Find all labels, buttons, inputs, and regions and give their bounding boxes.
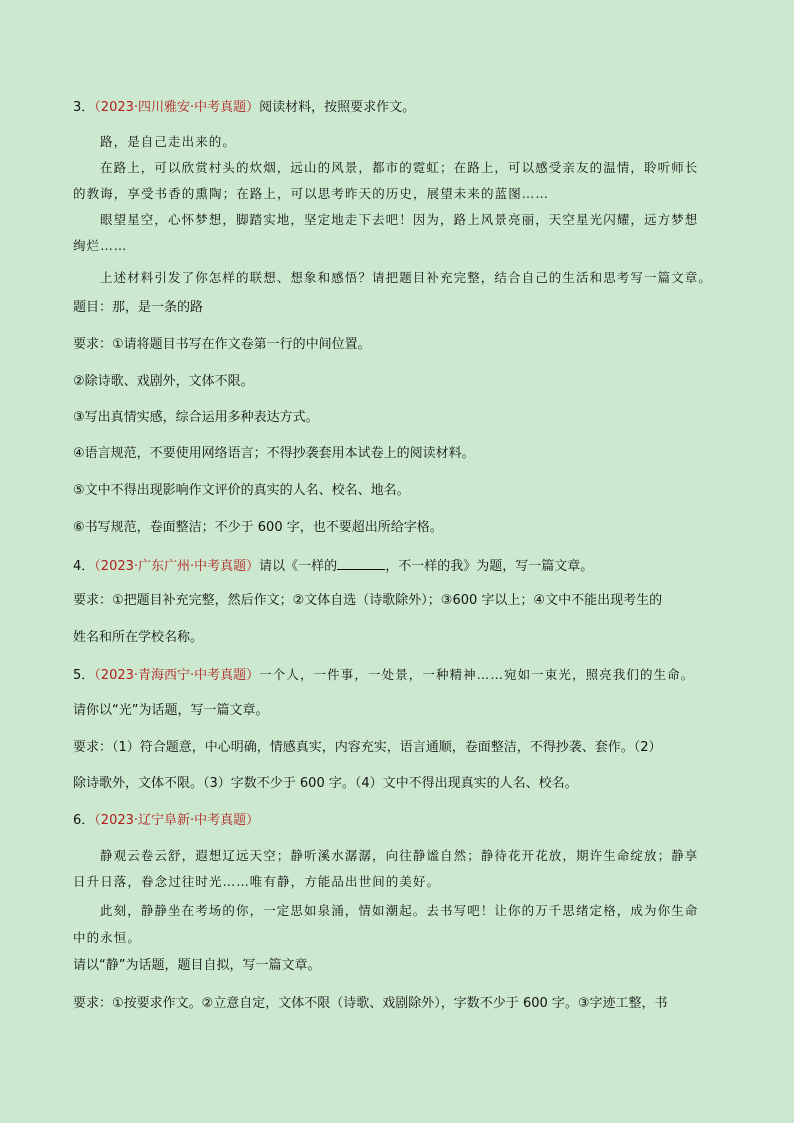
paren-close: ） bbox=[246, 668, 260, 683]
topic-line: 请以“静”为话题，题目自拟，写一篇文章。 bbox=[73, 958, 321, 973]
material-paragraph-cont: 绚烂…… bbox=[73, 238, 128, 253]
material-paragraph: 静观云卷云舒，遐想辽远天空；静听溪水潺潺，向往静谧自然；静待花开花放，期许生命绽放；静享 bbox=[100, 848, 699, 863]
material-paragraph-cont: 的教诲，享受书香的熏陶；在路上，可以思考昨天的历史，展望未来的蓝图…… bbox=[73, 186, 550, 201]
question-number: 5． bbox=[73, 668, 95, 683]
paren-open: （ bbox=[94, 559, 101, 574]
source-tag: 2023·青海西宁·中考真题 bbox=[100, 668, 247, 683]
paren-close: ） bbox=[246, 100, 260, 115]
material-paragraph: 眼望星空，心怀梦想，脚踏实地，坚定地走下去吧！因为，路上风景亮丽，天空星光闪耀，远方梦想 bbox=[100, 212, 699, 227]
paren-open: （ bbox=[94, 668, 101, 683]
question-text: 请以《一样的 bbox=[259, 559, 338, 574]
requirement-line: 要求：①把题目补充完整，然后作文；②文体自选（诗歌除外）；③600 字以上；④文中不能出现考生的 bbox=[73, 593, 663, 608]
question-text: 阅读材料，按照要求作文。 bbox=[259, 100, 416, 115]
fill-blank bbox=[337, 557, 385, 570]
source-tag: 2023·广东广州·中考真题 bbox=[100, 559, 247, 574]
question-number: 4． bbox=[73, 559, 95, 574]
paren-close: ） bbox=[246, 559, 260, 574]
material-paragraph-cont: 日升日落，眷念过往时光……唯有静，方能品出世间的美好。 bbox=[73, 874, 441, 889]
material-paragraph: 此刻，静静坐在考场的你，一定思如泉涌，情如潮起。去书写吧！让你的万千思绪定格，成为你生命 bbox=[100, 903, 699, 918]
requirement-4: ④语言规范，不要使用网络语言；不得抄袭套用本试卷上的阅读材料。 bbox=[73, 446, 475, 461]
paren-open: （ bbox=[94, 100, 101, 115]
topic-line: 请你以“光”为话题，写一篇文章。 bbox=[73, 703, 269, 718]
requirement-6: ⑥书写规范，卷面整洁；不少于 600 字，也不要超出所给字格。 bbox=[73, 520, 443, 535]
question-text: ，不一样的我》为题，写一篇文章。 bbox=[385, 559, 594, 574]
question-4-header bbox=[73, 557, 723, 575]
material-paragraph: 路，是自己走出来的。 bbox=[100, 134, 237, 149]
topic-line: 题目：那，是一条的路 bbox=[73, 300, 204, 315]
source-tag: 2023·四川雅安·中考真题 bbox=[100, 100, 247, 115]
requirement-line-cont: 姓名和所在学校名称。 bbox=[73, 630, 204, 645]
requirement-2: ②除诗歌、戏剧外，文体不限。 bbox=[73, 374, 254, 389]
requirement-3: ③写出真情实感，综合运用多种表达方式。 bbox=[73, 410, 319, 425]
material-paragraph: 在路上，可以欣赏村头的炊烟，远山的风景，都市的霓虹；在路上，可以感受亲友的温情，聆听师长 bbox=[100, 160, 699, 175]
prompt-paragraph: 上述材料引发了你怎样的联想、想象和感悟？请把题目补充完整，结合自己的生活和思考写一篇文章。 bbox=[100, 270, 713, 285]
requirement-line-cont: 除诗歌外，文体不限。（3）字数不少于 600 字。（4）文中不得出现真实的人名、校名。 bbox=[73, 776, 578, 791]
paren-close: ） bbox=[246, 813, 260, 828]
question-3-header bbox=[73, 100, 723, 116]
requirement-line: 要求：（1）符合题意，中心明确，情感真实，内容充实，语言通顺，卷面整洁，不得抄袭、套作。（2） bbox=[73, 740, 662, 755]
question-text: 一个人，一件事，一处景，一种精神……宛如一束光，照亮我们的生命。 bbox=[259, 667, 695, 682]
requirement-5: ⑤文中不得出现影响作文评价的真实的人名、校名、地名。 bbox=[73, 483, 410, 498]
source-tag: 2023·辽宁阜新·中考真题 bbox=[100, 813, 247, 828]
paren-open: （ bbox=[94, 813, 101, 828]
question-number: 3． bbox=[73, 100, 95, 115]
requirement-line: 要求：①按要求作文。②立意自定，文体不限（诗歌、戏剧除外），字数不少于 600 字。③字迹工整，书 bbox=[73, 996, 668, 1011]
question-5-header bbox=[73, 667, 723, 684]
material-paragraph-cont: 中的永恒。 bbox=[73, 930, 142, 945]
requirement-1: 要求：①请将题目书写在作文卷第一行的中间位置。 bbox=[73, 337, 371, 352]
question-number: 6． bbox=[73, 813, 95, 828]
question-6-header bbox=[73, 813, 723, 829]
